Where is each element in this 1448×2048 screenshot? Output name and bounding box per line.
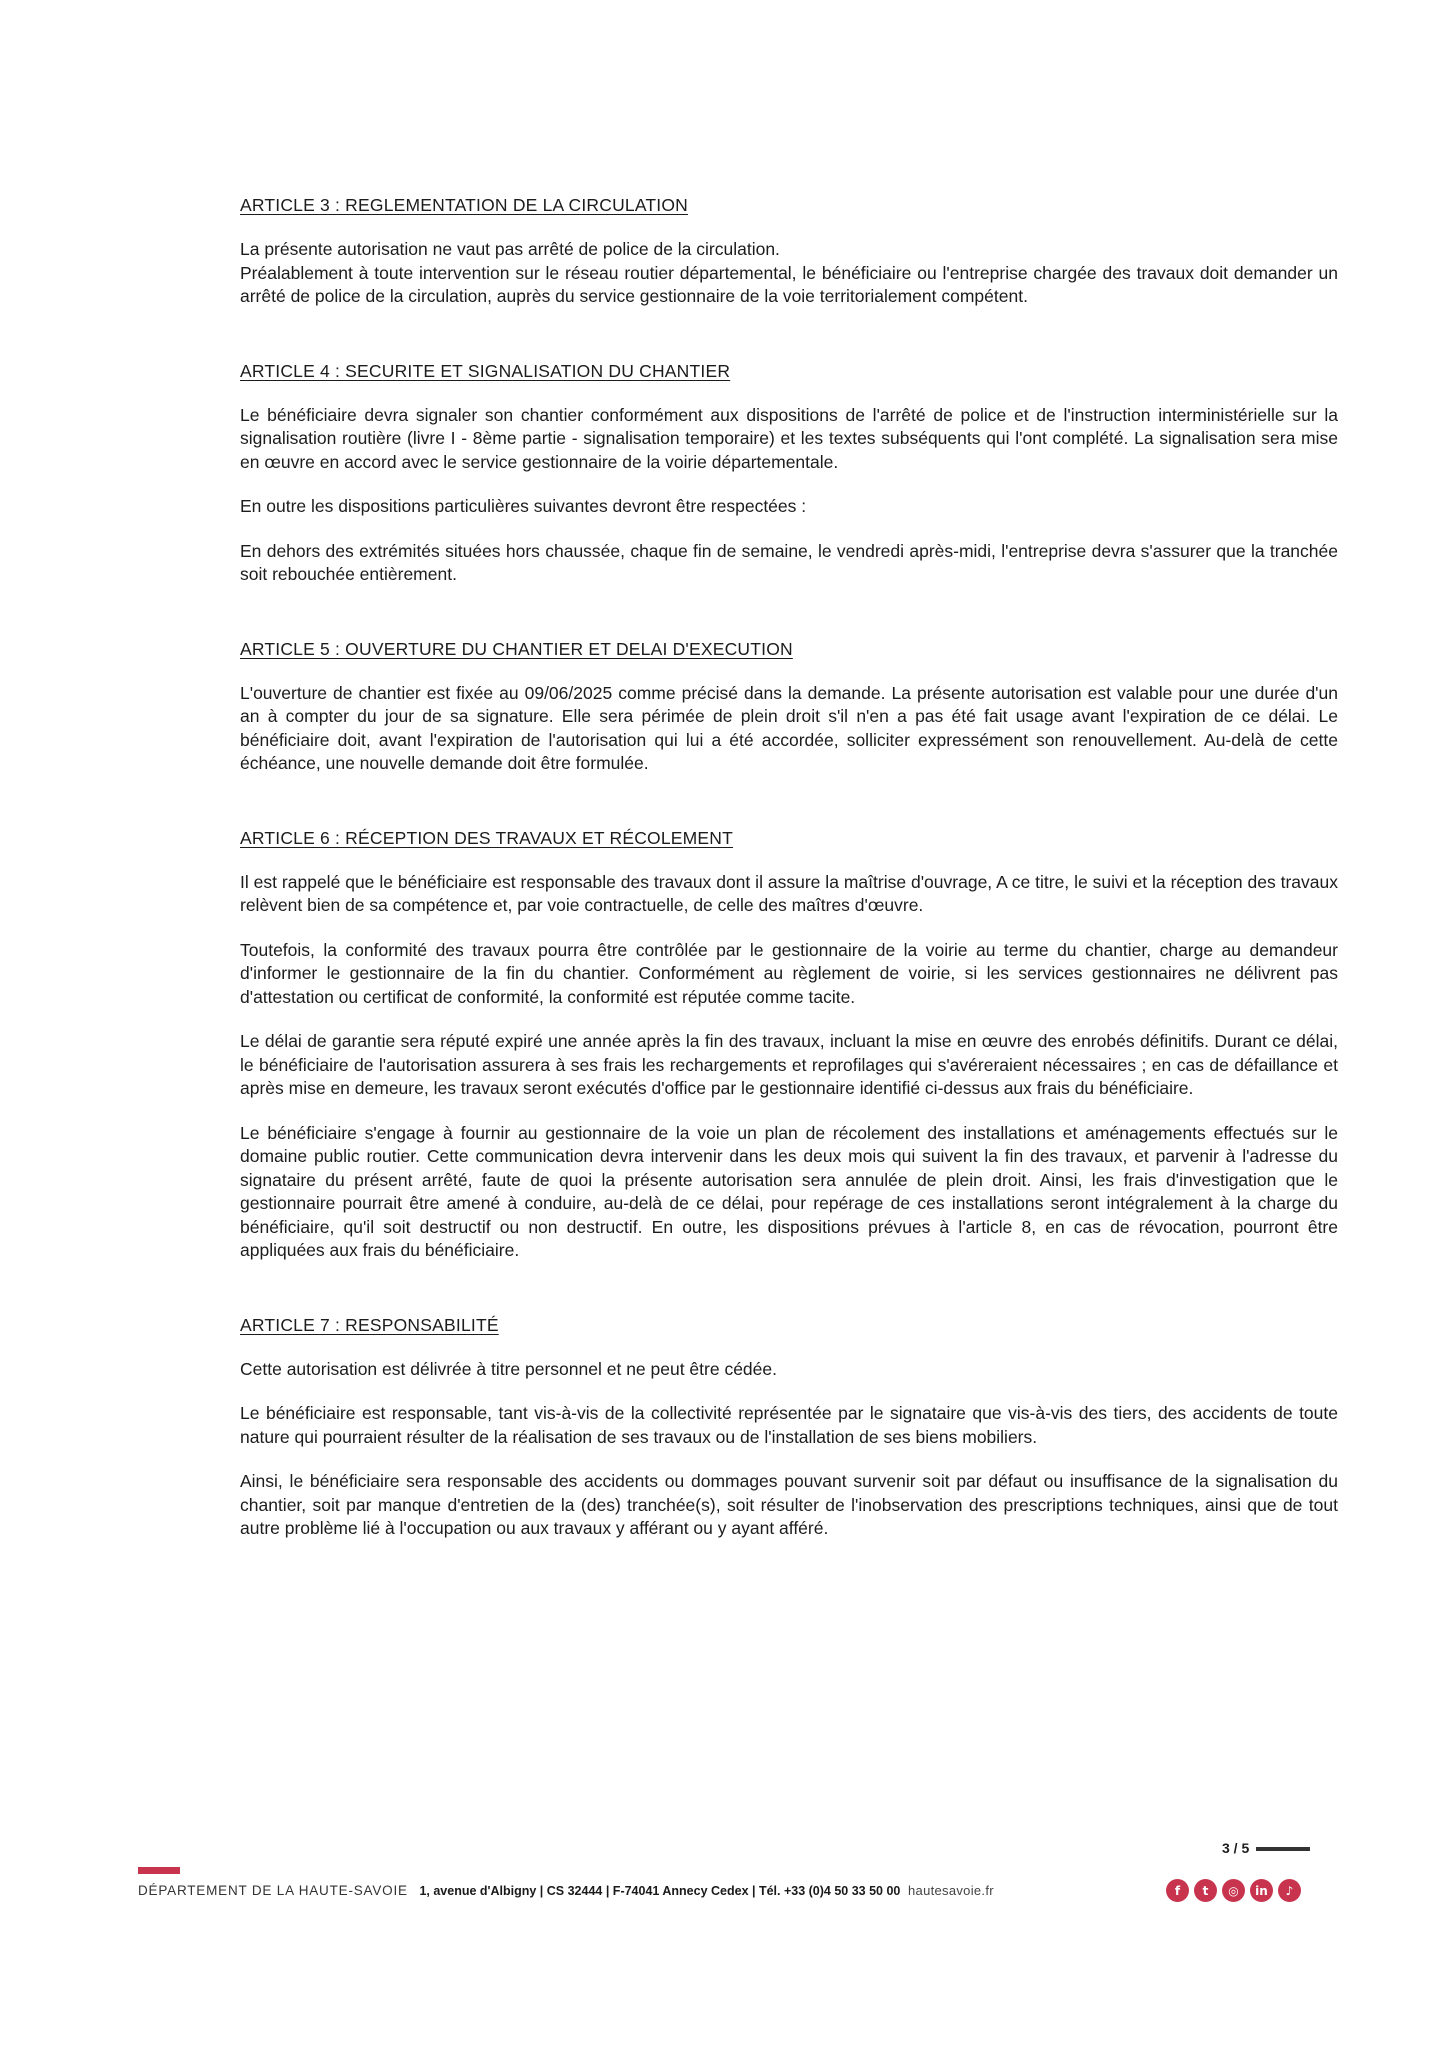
article-5 [240, 639, 1338, 776]
article-heading: ARTICLE 6 : RÉCEPTION DES TRAVAUX ET RÉCOLEMENT [240, 827, 734, 848]
article-paragraph: L'ouverture de chantier est fixée au 09/06/2025 comme précisé dans la demande. La présente autorisation est valable pour une durée d'un an à compter du jour de sa signature. Elle sera périmée de plein droit s'il n'en a pas été fait usage avant l'expiration de ce délai. Le bénéficiaire doit, avant l'expiration de l'autorisation qui lui a été accordée, solliciter expressément son renouvellement. Au-delà de cette échéance, une nouvelle demande doit être formulée. [240, 682, 1338, 773]
article-paragraph: Le délai de garantie sera réputé expiré une année après la fin des travaux, incluant la mise en œuvre des enrobés définitifs. Durant ce délai, le bénéficiaire de l'autorisation assurera à ses frais les rechargements et reprofilages qui s'avéreraient nécessaires ; en cas de défaillance et après mise en demeure, les travaux seront exécutés d'office par le gestionnaire identifié ci-dessus aux frais du bénéficiaire. [240, 1031, 1338, 1098]
article-heading: ARTICLE 3 : REGLEMENTATION DE LA CIRCULATION [240, 195, 689, 215]
tiktok-icon[interactable]: ♪ [1278, 1879, 1301, 1902]
linkedin-icon[interactable]: in [1250, 1879, 1273, 1902]
instagram-icon[interactable]: ◎ [1222, 1879, 1245, 1902]
article-6 [240, 828, 1338, 1263]
article-paragraph: En outre les dispositions particulières suivantes devront être respectées : [240, 496, 807, 516]
article-paragraph: Cette autorisation est délivrée à titre personnel et ne peut être cédée. [240, 1358, 777, 1379]
article-4 [240, 361, 1338, 587]
social-icons [1166, 1879, 1301, 1902]
article-paragraph: Il est rappelé que le bénéficiaire est responsable des travaux dont il assure la maîtrise d'ouvrage, A ce titre, le suivi et la réception des travaux relèvent bien de sa compétence et, par voie contractuelle, de celle des maîtres d'œuvre. [240, 871, 1338, 915]
article-3 [240, 195, 1338, 309]
article-paragraph: Le bénéficiaire devra signaler son chantier conformément aux dispositions de l'arrêté de police et de l'instruction interministérielle sur la signalisation routière (livre I - 8ème partie - signalisation temporaire) et les textes subséquents qui l'ont complété. La signalisation sera mise en œuvre en accord avec le service gestionnaire de la voirie départementale. [240, 404, 1338, 472]
page-number-bar [1256, 1847, 1310, 1851]
document-body [240, 195, 1338, 1593]
article-paragraph: En dehors des extrémités situées hors chaussée, chaque fin de semaine, le vendredi après-midi, l'entreprise devra s'assurer que la tranchée soit rebouchée entièrement. [240, 540, 1338, 584]
article-paragraph: Le bénéficiaire s'engage à fournir au gestionnaire de la voie un plan de récolement des installations et aménagements effectués sur le domaine public routier. Cette communication devra intervenir dans les deux mois qui suivent la fin des travaux, et parvenir à l'adresse du signataire du présent arrêté, faute de quoi la présente autorisation sera annulée de plein droit. Ainsi, les frais d'investigation que le gestionnaire pourrait être amené à conduire, au-delà de ce délai, pour repérage de ces installations seront intégralement à la charge du bénéficiaire, qu'il soit destructif ou non destructif. En outre, les dispositions prévues à l'article 8, en cas de révocation, pourront être appliquées aux frais du bénéficiaire. [240, 1122, 1338, 1260]
footer-department: DÉPARTEMENT DE LA HAUTE-SAVOIE [138, 1883, 408, 1898]
footer-address: 1, avenue d'Albigny | CS 32444 | F-74041 Annecy Cedex | Tél. +33 (0)4 50 33 50 00 [419, 1884, 901, 1898]
footer [138, 1883, 994, 1898]
footer-website-link[interactable]: hautesavoie.fr [908, 1883, 994, 1898]
article-paragraph: Préalablement à toute intervention sur le réseau routier départemental, le bénéficiaire ou l'entreprise chargée des travaux doit demander un arrêté de police de la circulation, auprès du service gestionnaire de la voie territorialement compétent. [240, 262, 1338, 306]
page-number: 3 / 5 [1222, 1840, 1250, 1856]
article-paragraph: La présente autorisation ne vaut pas arrêté de police de la circulation. [240, 239, 780, 259]
twitter-icon[interactable]: t [1194, 1879, 1217, 1902]
article-heading: ARTICLE 7 : RESPONSABILITÉ [240, 1314, 499, 1335]
article-7 [240, 1315, 1338, 1541]
footer-accent-bar [138, 1867, 180, 1874]
facebook-icon[interactable]: f [1166, 1879, 1189, 1902]
article-paragraph: Toutefois, la conformité des travaux pourra être contrôlée par le gestionnaire de la voirie au terme du chantier, charge au demandeur d'informer le gestionnaire de la fin du chantier. Conformément au règlement de voirie, si les services gestionnaires ne délivrent pas d'attestation ou certificat de conformité, la conformité est réputée comme tacite. [240, 939, 1338, 1007]
article-heading: ARTICLE 5 : OUVERTURE DU CHANTIER ET DELAI D'EXECUTION [240, 638, 793, 659]
article-paragraph: Le bénéficiaire est responsable, tant vis-à-vis de la collectivité représentée par le signataire que vis-à-vis des tiers, des accidents de toute nature qui pourraient résulter de la réalisation de ses travaux ou de l'installation de ses biens mobiliers. [240, 1403, 1338, 1447]
article-paragraph: Ainsi, le bénéficiaire sera responsable des accidents ou dommages pouvant survenir soit par défaut ou insuffisance de la signalisation du chantier, soit par manque d'entretien de la (des) tranchée(s), soit résulter de l'inobservation des prescriptions techniques, ainsi que de tout autre problème lié à l'occupation ou aux travaux y afférant ou y ayant afféré. [240, 1471, 1338, 1538]
article-heading: ARTICLE 4 : SECURITE ET SIGNALISATION DU CHANTIER [240, 360, 731, 381]
